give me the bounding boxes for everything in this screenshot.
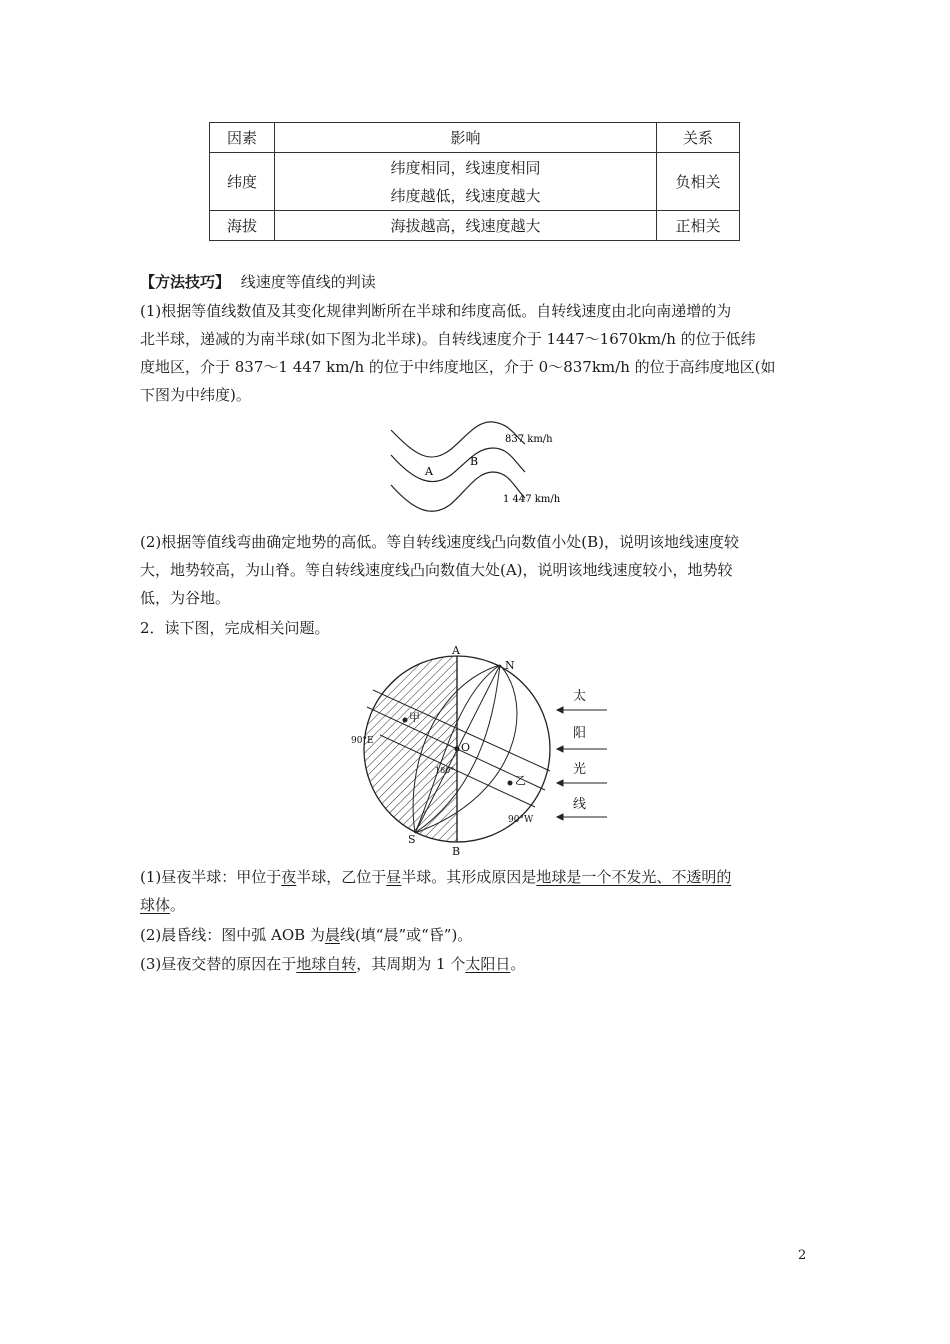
answer-blank: 地球是一个不发光、不透明的 xyxy=(536,868,732,886)
label-180: 180° xyxy=(435,766,455,775)
text: (2)晨昏线：图中弧 AOB 为 xyxy=(140,926,325,944)
isoline-label-top: 837 km/h xyxy=(505,434,553,445)
effect-line: 纬度越低，线速度越大 xyxy=(390,186,541,205)
sun-label: 太 xyxy=(573,689,587,704)
text: ，其周期为 1 个 xyxy=(356,955,466,973)
sun-label: 阳 xyxy=(573,726,587,741)
answer-blank: 晨 xyxy=(324,926,340,944)
yi-dot xyxy=(508,781,513,786)
isoline-label-a: A xyxy=(425,465,433,478)
row-altitude-relation: 正相关 xyxy=(657,211,740,241)
answer-2 xyxy=(140,921,812,949)
answer-blank: 球体 xyxy=(140,896,171,914)
text-line: (1)根据等值线数值及其变化规律判断所在半球和纬度高低。自转线速度由北向南递增的为 xyxy=(140,302,732,320)
text: 。 xyxy=(510,955,526,973)
globe-figure xyxy=(345,645,610,860)
isoline-middle xyxy=(391,448,525,482)
method-paragraph-1 xyxy=(140,297,812,409)
label-yi: 乙 xyxy=(515,774,526,787)
question-title: 2．读下图，完成相关问题。 xyxy=(140,619,330,637)
header-factor: 因素 xyxy=(210,123,275,153)
label-90e: 90°E xyxy=(351,736,374,746)
sun-label: 光 xyxy=(573,762,587,777)
text-line: 低，为谷地。 xyxy=(140,589,231,607)
text: (1)昼夜半球：甲位于 xyxy=(140,868,282,886)
header-relation: 关系 xyxy=(657,123,740,153)
label-a: A xyxy=(452,645,460,657)
answer-blank: 地球自转 xyxy=(296,955,357,973)
text-line: 下图为中纬度)。 xyxy=(140,386,251,404)
row-latitude-relation: 负相关 xyxy=(657,153,740,211)
answer-3 xyxy=(140,950,812,978)
jia-dot xyxy=(403,718,408,723)
text: 半球。其形成原因是 xyxy=(401,868,537,886)
text-line: 北半球，递减的为南半球(如下图为北半球)。自转线速度介于 1447～1670km/h 的位于低纬 xyxy=(140,330,756,348)
answer-blank: 太阳日 xyxy=(465,955,511,973)
center-dot xyxy=(455,747,460,752)
answer-blank: 昼 xyxy=(386,868,402,886)
header-effect: 影响 xyxy=(275,123,657,153)
text: 。 xyxy=(170,896,186,914)
text-line: 大，地势较高，为山脊。等自转线速度线凸向数值大处(A)，说明该地线速度较小，地势较 xyxy=(140,561,733,579)
arrowhead xyxy=(557,780,563,786)
row-altitude-effect: 海拔越高，线速度越大 xyxy=(275,211,657,241)
isoline-label-bottom: 1 447 km/h xyxy=(503,494,561,505)
arrowhead xyxy=(557,746,563,752)
text: (3)昼夜交替的原因在于 xyxy=(140,955,297,973)
answer-1 xyxy=(140,863,812,919)
factor-table xyxy=(209,122,740,241)
row-latitude-effects xyxy=(275,153,657,211)
row-latitude-factor: 纬度 xyxy=(210,153,275,211)
method-title: 线速度等值线的判读 xyxy=(240,273,376,291)
effect-line: 纬度相同，线速度相同 xyxy=(390,158,541,177)
label-b: B xyxy=(452,845,461,858)
answer-blank: 夜 xyxy=(281,868,297,886)
label-90w: 90°W xyxy=(508,815,534,825)
arrowhead xyxy=(557,814,563,820)
text-line: 度地区，介于 837～1 447 km/h 的位于中纬度地区，介于 0～837km/h 的位于高纬度地区(如 xyxy=(140,358,776,376)
text: 线(填“晨”或“昏”)。 xyxy=(339,926,473,944)
row-altitude-factor: 海拔 xyxy=(210,211,275,241)
text: 半球，乙位于 xyxy=(296,868,387,886)
isoline-label-b: B xyxy=(470,455,479,468)
label-o: O xyxy=(461,741,471,754)
sun-label: 线 xyxy=(573,797,587,812)
label-jia: 甲 xyxy=(409,711,420,724)
method-paragraph-2 xyxy=(140,528,812,612)
isoline-1447 xyxy=(391,472,525,511)
page-number: 2 xyxy=(798,1248,807,1263)
arrowhead xyxy=(557,707,563,713)
text-line: (2)根据等值线弯曲确定地势的高低。等自转线速度线凸向数值小处(B)，说明该地线速度较 xyxy=(140,533,739,551)
method-heading xyxy=(140,268,812,296)
label-s: S xyxy=(408,833,416,846)
label-n: N xyxy=(505,659,515,672)
method-tag: 【方法技巧】 xyxy=(140,273,231,291)
isoline-figure xyxy=(385,420,585,520)
